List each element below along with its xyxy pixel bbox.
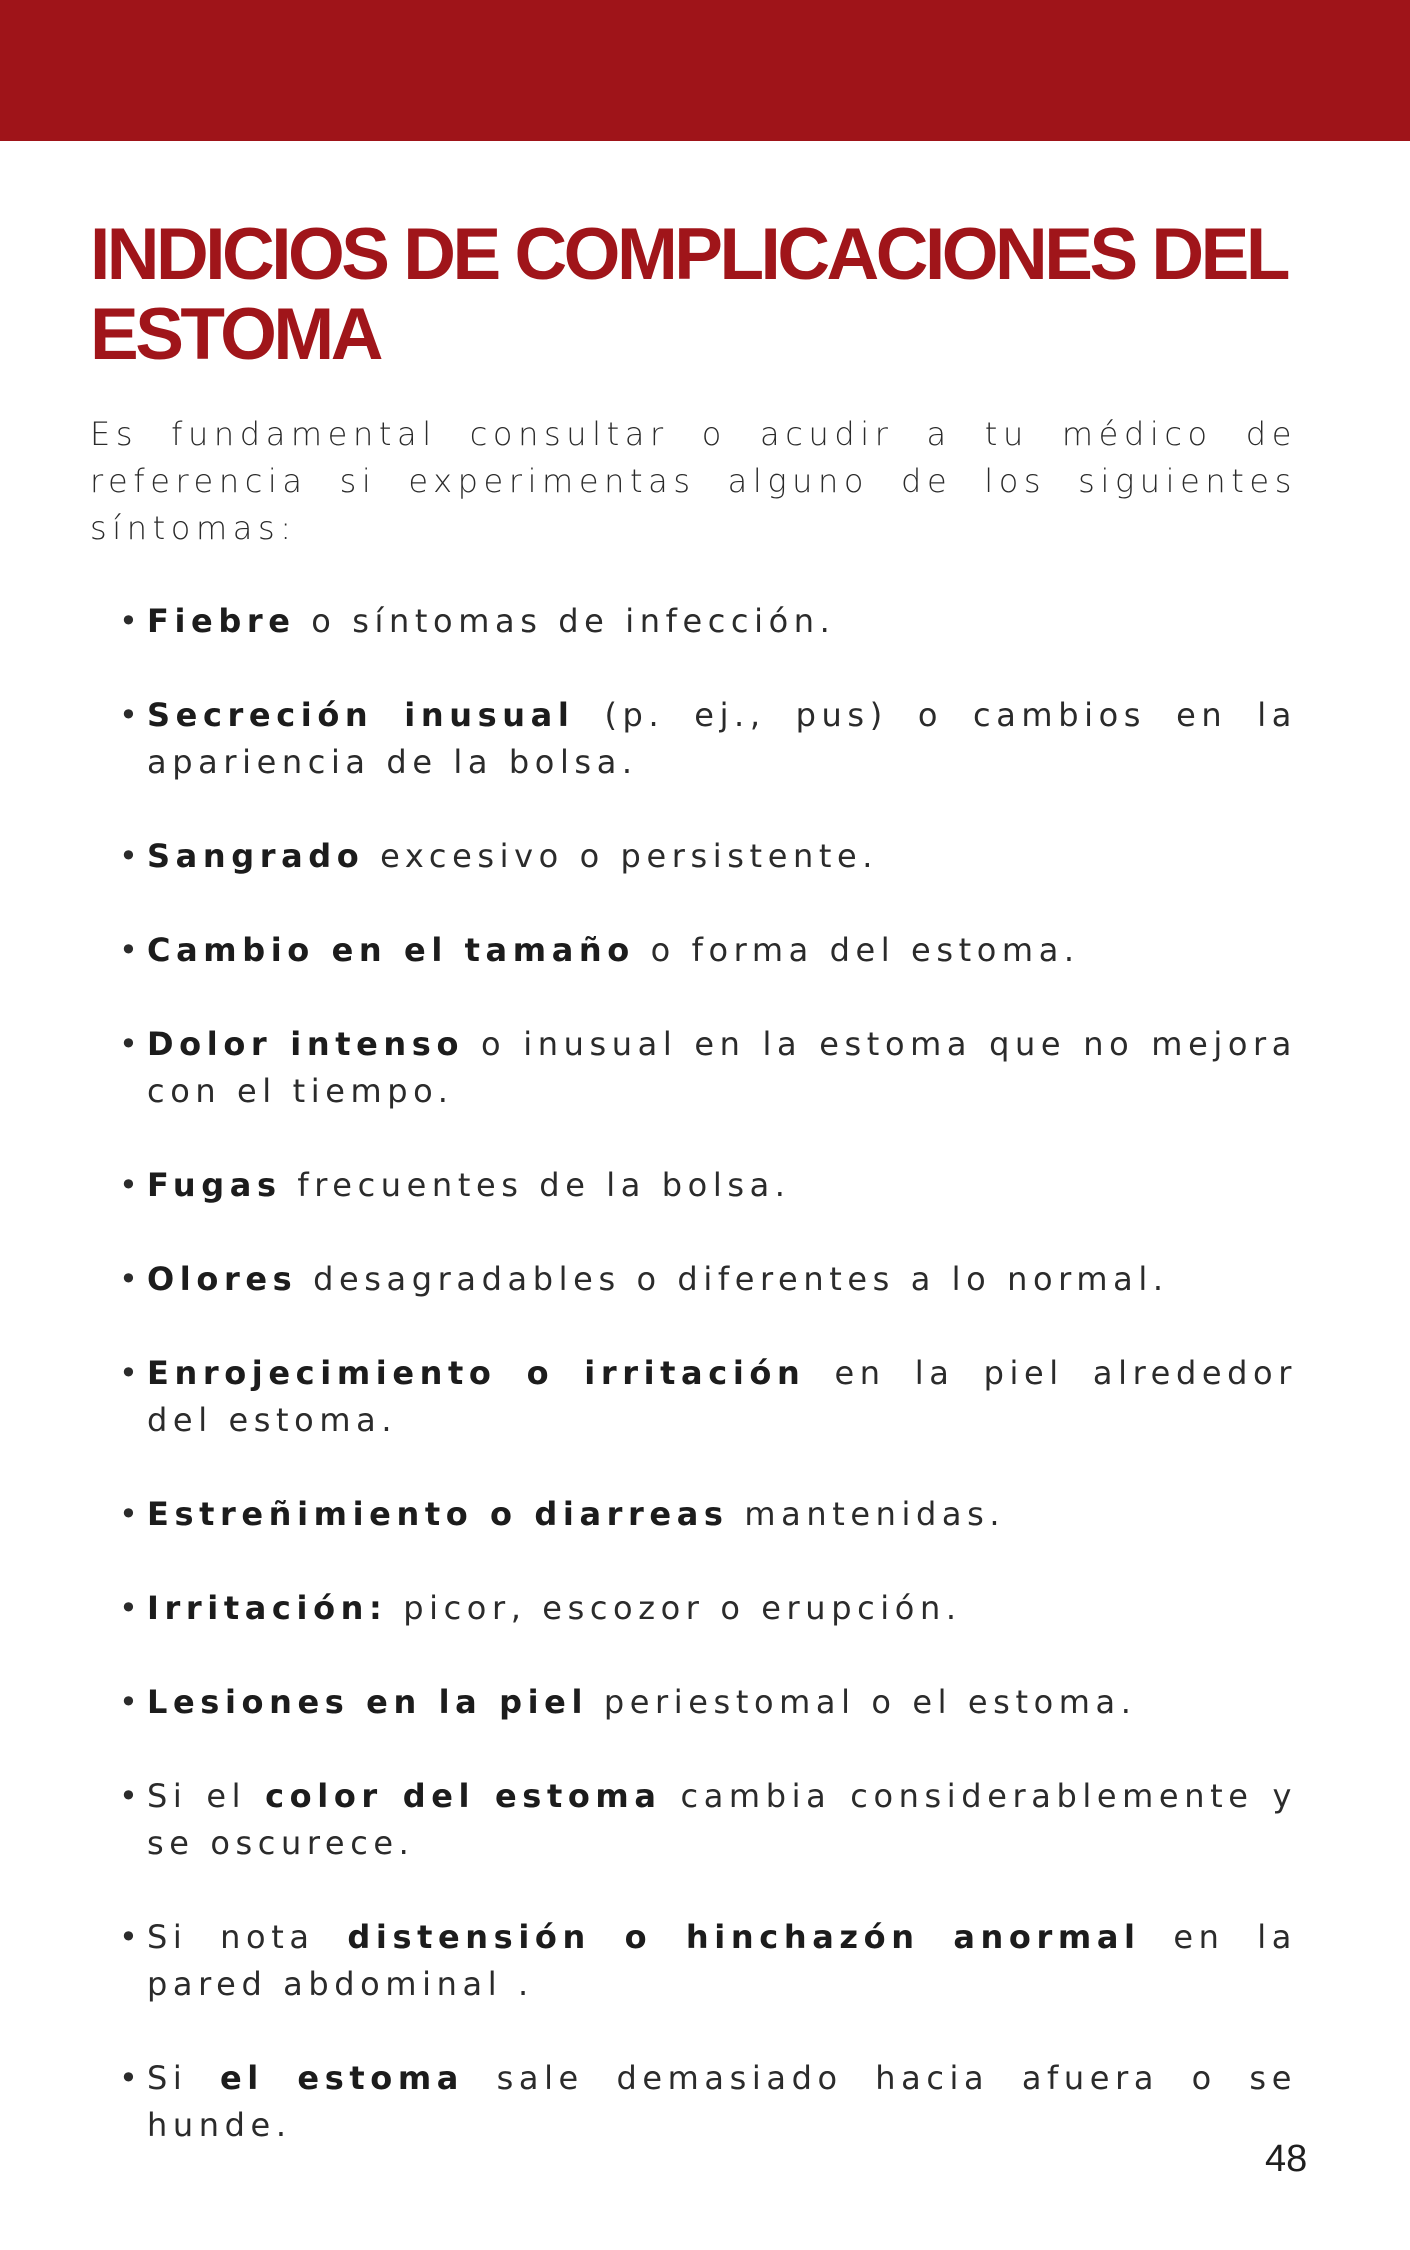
item-emphasis: Enrojecimiento o irritación	[147, 1354, 806, 1392]
item-emphasis: Fugas	[147, 1166, 282, 1204]
item-prefix: Si	[147, 2059, 220, 2097]
bullet-icon: •	[119, 2059, 138, 2097]
list-item	[119, 1350, 1297, 1444]
item-emphasis: Sangrado	[147, 837, 365, 875]
item-text: o forma del estoma.	[634, 931, 1080, 969]
bullet-icon: •	[119, 696, 138, 734]
list-item	[119, 833, 1297, 880]
item-text: o inusual en la estoma que no mejora con el tiempo.	[147, 1025, 1297, 1110]
bullet-icon: •	[119, 1683, 138, 1721]
item-prefix: Si nota	[147, 1918, 348, 1956]
item-emphasis: Dolor intenso	[147, 1025, 465, 1063]
bullet-icon: •	[119, 1025, 138, 1063]
bullet-icon: •	[119, 931, 138, 969]
item-text: frecuentes de la bolsa.	[281, 1166, 791, 1204]
intro-paragraph: Es fundamental consultar o acudir a tu médico de referencia si experimentas alguno de los siguientes síntomas:	[90, 415, 1297, 547]
item-emphasis: Irritación:	[147, 1589, 388, 1627]
bullet-icon: •	[119, 1495, 138, 1533]
list-item	[119, 598, 1297, 645]
item-emphasis: Fiebre	[147, 602, 296, 640]
list-item	[119, 1585, 1297, 1632]
item-text: desagradables o diferentes a lo normal.	[297, 1260, 1169, 1298]
item-emphasis: Lesiones en la piel	[147, 1683, 589, 1721]
item-text: periestomal o el estoma.	[588, 1683, 1137, 1721]
item-emphasis: Olores	[147, 1260, 298, 1298]
bullet-icon: •	[119, 1260, 138, 1298]
item-text: o síntomas de infección.	[295, 602, 836, 640]
list-item	[119, 927, 1297, 974]
item-text: en la pared abdominal .	[147, 1918, 1297, 2003]
item-emphasis: Cambio en el tamaño	[147, 931, 635, 969]
bullet-icon: •	[119, 602, 138, 640]
list-item	[119, 1679, 1297, 1726]
list-item	[119, 692, 1298, 786]
item-text: en la piel alrededor del estoma.	[147, 1354, 1297, 1439]
item-text: picor, escozor o erupción.	[387, 1589, 962, 1627]
page-title: INDICIOS DE COMPLICACIONES DEL ESTOMA	[90, 214, 1286, 375]
list-item	[119, 1162, 1297, 1209]
bullet-icon: •	[119, 837, 138, 875]
bullet-icon: •	[119, 1354, 138, 1392]
item-emphasis: color del estoma	[265, 1777, 662, 1815]
bullet-icon: •	[119, 1166, 138, 1204]
item-emphasis: Secreción inusual	[147, 696, 575, 734]
bullet-icon: •	[119, 1589, 138, 1627]
list-item	[119, 1021, 1297, 1115]
bullet-icon: •	[119, 1918, 138, 1956]
list-item	[119, 1491, 1297, 1538]
list-item	[119, 1256, 1297, 1303]
item-text: (p. ej., pus) o cambios en la apariencia de la bolsa.	[147, 696, 1298, 781]
header-band	[0, 0, 1410, 141]
list-item	[119, 1773, 1298, 1867]
list-item	[119, 2055, 1297, 2149]
item-emphasis: distensión o hinchazón anormal	[347, 1918, 1141, 1956]
item-emphasis: Estreñimiento o diarreas	[147, 1495, 729, 1533]
item-emphasis: el estoma	[220, 2059, 464, 2097]
item-text: cambia considerablemente y se oscurece.	[147, 1777, 1298, 1862]
item-text: mantenidas.	[728, 1495, 1006, 1533]
item-text: sale demasiado hacia afuera o se hunde.	[147, 2059, 1297, 2144]
page-number: 48	[1265, 2138, 1308, 2180]
item-prefix: Si el	[147, 1777, 266, 1815]
bullet-icon: •	[119, 1777, 138, 1815]
item-text: excesivo o persistente.	[364, 837, 879, 875]
list-item	[119, 1914, 1297, 2008]
